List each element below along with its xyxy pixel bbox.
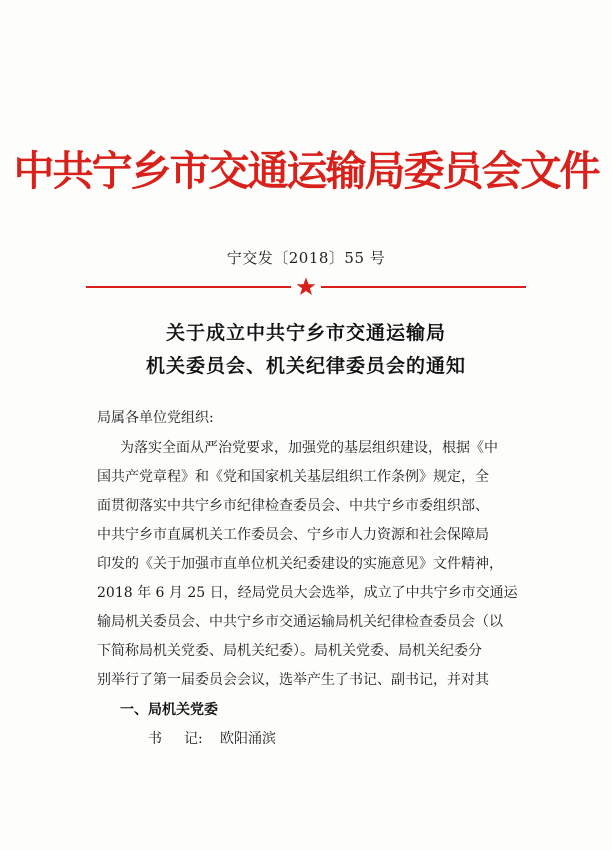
salutation: 局属各单位党组织: — [97, 410, 214, 426]
document-number: 宁交发〔2018〕55 号 — [226, 249, 386, 267]
notice-title-line-1: 关于成立中共宁乡市交通运输局 — [165, 322, 446, 344]
star-icon — [297, 278, 316, 296]
paragraph-line: 下简称局机关党委、局机关纪委）。局机关党委、局机关纪委分 — [97, 643, 482, 659]
paragraph-line: 输局机关委员会、中共宁乡市交通运输局机关纪律检查委员会（以 — [97, 614, 503, 630]
paragraph-line: 面贯彻落实中共宁乡市纪律检查委员会、中共宁乡市委组织部、 — [97, 498, 489, 514]
paragraph-line: 印发的《关于加强市直单位机关纪委建设的实施意见》文件精神， — [97, 556, 503, 572]
paragraph-line: 2018 年 6 月 25 日，经局党员大会选举，成立了中共宁乡市交通运 — [97, 585, 518, 601]
red-divider-with-star — [86, 277, 526, 297]
role-name: 欧阳涌滨 — [220, 731, 276, 747]
role-label-part-1: 书 — [148, 731, 162, 747]
section-heading: 一、局机关党委 — [120, 702, 218, 718]
document-header-title: 中共宁乡市交通运输局委员会文件 — [13, 147, 599, 195]
notice-title-line-2: 机关委员会、机关纪律委员会的通知 — [145, 355, 466, 377]
paragraph-line: 为落实全面从严治党要求，加强党的基层组织建设，根据《中 — [120, 440, 498, 456]
role-label-part-2: 记: — [184, 731, 203, 747]
paragraph-line: 别举行了第一届委员会会议，选举产生了书记、副书记，并对其 — [97, 672, 489, 688]
paragraph-line: 中共宁乡市直属机关工作委员会、宁乡市人力资源和社会保障局 — [97, 527, 489, 543]
paragraph-line: 国共产党章程》和《党和国家机关基层组织工作条例》规定，全 — [97, 469, 489, 485]
